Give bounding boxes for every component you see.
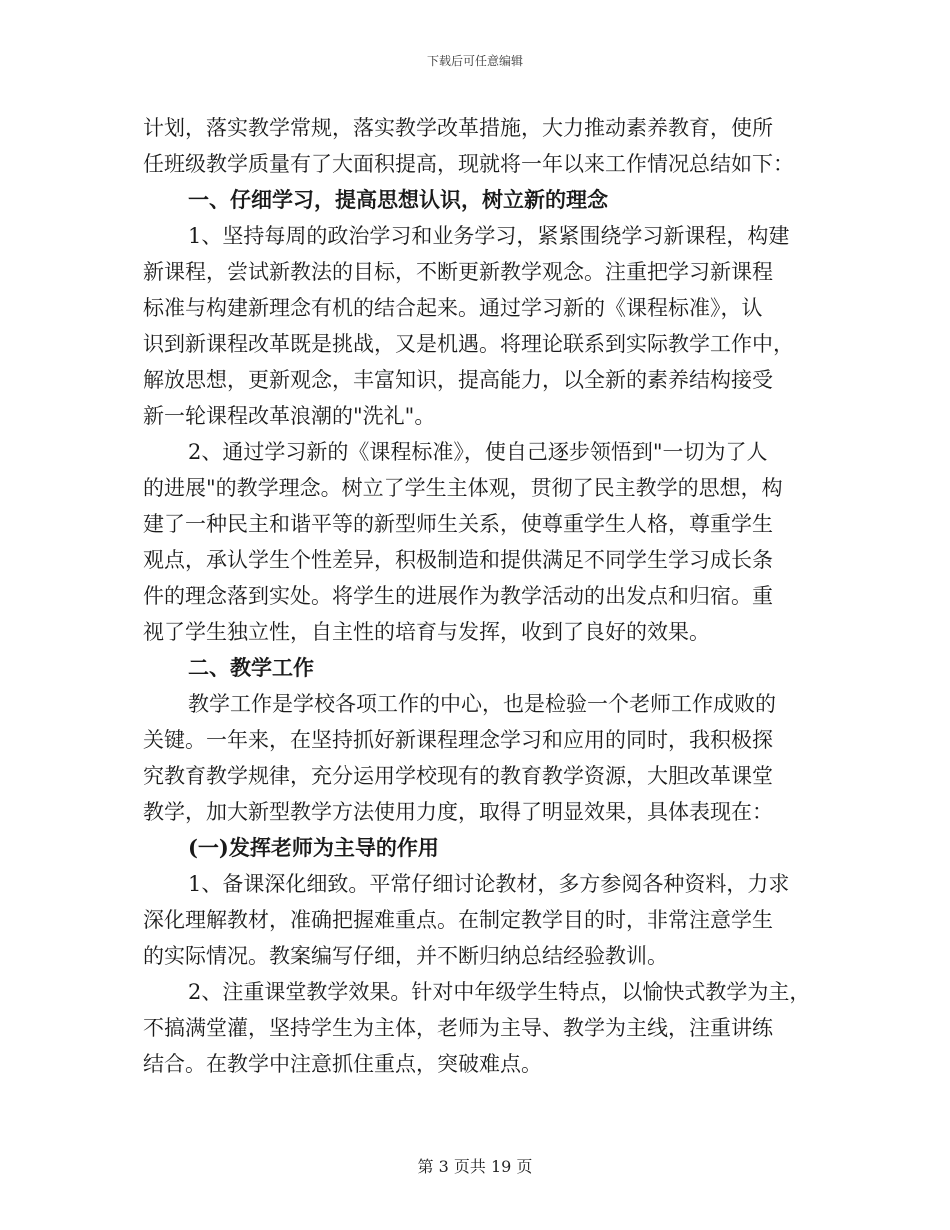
paragraph-line: 2、注重课堂教学效果。针对中年级学生特点，以愉快式教学为主， [188,980,811,1004]
paragraph-line: 新一轮课程改革浪潮的"洗礼"。 [143,404,436,428]
paragraph-line: 教学工作是学校各项工作的中心，也是检验一个老师工作成败的 [188,692,776,716]
paragraph-line: 2、通过学习新的《课程标准》，使自己逐步领悟到"一切为了人 [188,440,768,464]
paragraph-line: 计划，落实教学常规，落实教学改革措施，大力推动素养教育，使所 [143,116,773,140]
paragraph-line: 结合。在教学中注意抓住重点，突破难点。 [143,1052,542,1076]
document-body [143,110,833,1082]
page-header: 下载后可任意编辑 [426,54,523,68]
page-footer: 第 3 页共 19 页 [417,1157,533,1176]
paragraph-line: 观点，承认学生个性差异，积极制造和提供满足不同学生学习成长条 [143,548,773,572]
subsection-heading: (一)发挥老师为主导的作用 [188,835,439,860]
paragraph-line: 1、坚持每周的政治学习和业务学习，紧紧围绕学习新课程，构建 [188,224,790,248]
paragraph-line: 教学，加大新型教学方法使用力度，取得了明显效果，具体表现在： [143,800,773,824]
paragraph-line: 标准与构建新理念有机的结合起来。通过学习新的《课程标准》，认 [143,296,763,320]
paragraph-line: 任班级教学质量有了大面积提高，现就将一年以来工作情况总结如下： [143,152,794,176]
paragraph-line: 解放思想，更新观念，丰富知识，提高能力，以全新的素养结构接受 [143,368,773,392]
paragraph-line: 的进展"的教学理念。树立了学生主体观，贯彻了民主教学的思想，构 [143,476,783,500]
paragraph-line: 1、备课深化细致。平常仔细讨论教材，多方参阅各种资料，力求 [188,872,790,896]
paragraph-line: 深化理解教材，准确把握难重点。在制定教学目的时，非常注意学生 [143,908,773,932]
paragraph-line: 识到新课程改革既是挑战，又是机遇。将理论联系到实际教学工作中， [143,332,794,356]
paragraph-line: 的实际情况。教案编写仔细，并不断归纳总结经验教训。 [143,944,668,968]
section-heading: 二、教学工作 [188,655,314,680]
paragraph-line: 关键。一年来，在坚持抓好新课程理念学习和应用的同时，我积极探 [143,728,773,752]
paragraph-line: 新课程，尝试新教法的目标，不断更新教学观念。注重把学习新课程 [143,260,773,284]
paragraph-line: 不搞满堂灌，坚持学生为主体，老师为主导、教学为主线，注重讲练 [143,1016,773,1040]
paragraph-line: 究教育教学规律，充分运用学校现有的教育教学资源，大胆改革课堂 [143,764,773,788]
paragraph-line: 视了学生独立性，自主性的培育与发挥，收到了良好的效果。 [143,620,710,644]
paragraph-line: 建了一种民主和谐平等的新型师生关系，使尊重学生人格，尊重学生 [143,512,773,536]
paragraph-line: 件的理念落到实处。将学生的进展作为教学活动的出发点和归宿。重 [143,584,773,608]
section-heading: 一、仔细学习，提高思想认识，树立新的理念 [188,187,608,212]
